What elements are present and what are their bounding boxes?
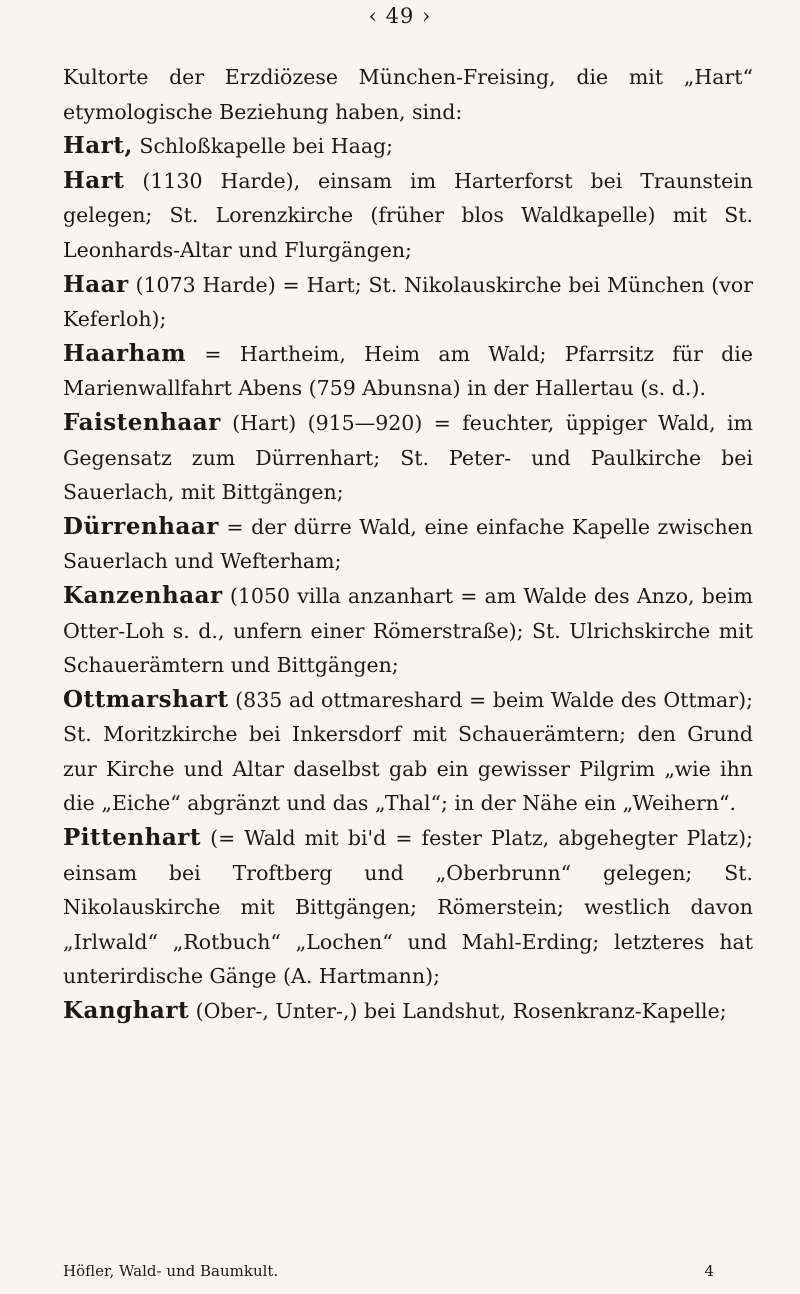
entry-text: Kultorte der Erzdiözese München-Freising, die mit „Hart“ etymologische Beziehung haben, sind: [63, 65, 753, 124]
entry-haar [63, 268, 753, 337]
entry-text: (1130 Harde), einsam im Harterforst bei Traunstein gelegen; St. Lorenzkirche (früher blos Waldkapelle) mit St. Leonhards-Altar und Flurgängen; [63, 168, 753, 262]
body-text [63, 60, 753, 1029]
page-number: ‹ 49 › [368, 4, 432, 28]
entry-text: (Ober-, Unter-,) bei Landshut, Rosenkranz-Kapelle; [189, 999, 727, 1024]
entry-text: (= Wald mit bi'd = fester Platz, abgehegter Platz); einsam bei Troftberg und „Oberbrunn“ gelegen; St. Nikolauskirche mit Bittgängen; Römerstein; westlich davon „Irlwald“ „Rotbuch“ „Lochen“ und Mahl-Erding; letzteres hat unterirdische Gänge (A. Hartmann); [63, 826, 753, 989]
entry-head: Ottmarshart [63, 685, 229, 713]
footer-signature-title: Höfler, Wald- und Baumkult. [63, 1262, 279, 1280]
entry-text: (835 ad ottmareshard = beim Walde des Ottmar); St. Moritzkirche bei Inkersdorf mit Schauerämtern; den Grund zur Kirche und Altar daselbst gab ein gewisser Pilgrim „wie ihn die „Eiche“ abgränzt und das „Thal“; in der Nähe ein „Weihern“. [63, 687, 753, 816]
entry-text: (1073 Harde) = Hart; St. Nikolauskirche bei München (vor Keferloh); [63, 272, 753, 332]
entry-kanzenhaar [63, 579, 753, 683]
entry-head: Hart [63, 166, 125, 194]
entry-head: Dürrenhaar [63, 512, 219, 540]
entry-pittenhart [63, 821, 753, 994]
entry-head: Pittenhart [63, 824, 202, 852]
entry-head: Hart, [63, 132, 133, 160]
entry-head: Haar [63, 270, 129, 298]
entry-text: = der dürre Wald, eine einfache Kapelle zwischen Sauerlach und Wefterham; [63, 514, 753, 574]
entry-hart-traunstein [63, 164, 753, 268]
page-footer [63, 1262, 752, 1280]
entry-text: = Hartheim, Heim am Wald; Pfarrsitz für die Marienwallfahrt Abens (759 Abunsna) in der Hallertau (s. d.). [63, 341, 753, 401]
entry-duerrenhaar [63, 510, 753, 579]
entry-haarham [63, 337, 753, 406]
entry-text: (Hart) (915—920) = feuchter, üppiger Wald, im Gegensatz zum Dürrenhart; St. Peter- und Paulkirche bei Sauerlach, mit Bittgängen; [63, 410, 753, 505]
entry-faistenhaar [63, 406, 753, 510]
entry-text: Schloßkapelle bei Haag; [132, 134, 394, 159]
entry-hart-schloss [63, 129, 753, 164]
entry-kanghart [63, 994, 753, 1029]
entry-head: Kanzenhaar [63, 581, 223, 609]
entry-head: Faistenhaar [63, 408, 221, 436]
entry-head: Kanghart [63, 997, 190, 1025]
entry-text: (1050 villa anzanhart = am Walde des Anzo, beim Otter-Loh s. d., unfern einer Römerstraße); St. Ulrichskirche mit Schauerämtern und Bittgängen; [63, 583, 753, 678]
entry-head: Haarham [63, 339, 187, 367]
footer-sheet-number: 4 [704, 1262, 714, 1280]
entry-ottmarshart [63, 683, 753, 821]
paragraph-intro [63, 60, 753, 129]
